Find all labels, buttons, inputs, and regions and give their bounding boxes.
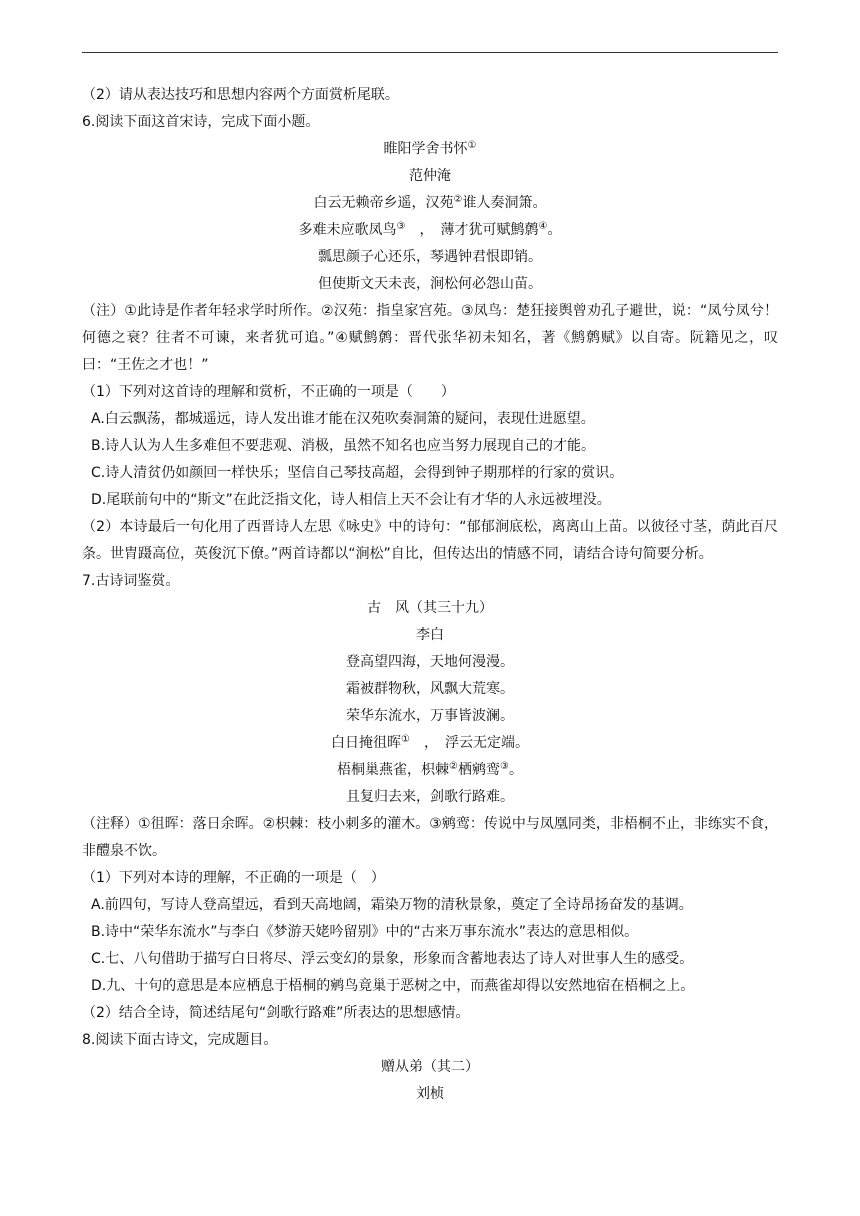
q6-notes: （注）①此诗是作者年轻求学时所作。②汉苑：指皇家宫苑。③凤鸟：楚狂接舆曾劝孔子避世，说：“凤兮凤兮！何德之衰？往者不可谏，来者犹可追。”④赋鹪鹩：晋代张华初未知名，著《鹪鹩赋》以自寄。阮籍见之，叹曰：“王佐之才也！” [82,303,778,373]
q5-sub2: （2）请从表达技巧和思想内容两个方面赏析尾联。 [82,87,399,103]
header-rule [82,52,778,53]
q7-poem-author: 李白 [416,627,444,643]
q6-poem-line-2: 多难未应歌凤鸟③ ， 薄才犹可赋鹪鹩④。 [298,221,562,238]
q6-option-d: D.尾联前句中的“斯文”在此泛指文化，诗人相信上天不会让有才华的人永远被埋没。 [91,492,611,508]
q8-poem-author: 刘桢 [416,1086,444,1102]
q6-poem-title: 睢阳学舍书怀① [383,140,477,157]
q7-poem-title: 古 风（其三十九） [367,600,493,616]
q7-sub2-question: （2）结合全诗，简述结尾句“剑歌行路难”所表达的思想感情。 [82,1005,470,1021]
q7-poem-line-1: 登高望四海，天地何漫漫。 [346,654,514,670]
q7-poem-line-4: 白日掩徂晖① ， 浮云无定端。 [331,734,529,751]
q6-option-b: B.诗人认为人生多难但不要悲观、消极，虽然不知名也应当努力展现自己的才能。 [91,438,596,454]
q7-option-d: D.九、十句的意思是本应栖息于梧桐的鹓鸟竟巢于恶树之中，而燕雀却得以安然地宿在梧桐之上。 [91,978,695,994]
q6-poem-author: 范仲淹 [409,168,451,184]
q6-poem-line-3: 瓢思颜子心还乐，琴遇钟君恨即销。 [318,249,542,265]
q7-sub1-question: （1）下列对本诗的理解，不正确的一项是（ ） [82,870,385,886]
q8-poem-title: 赠从弟（其二） [381,1059,479,1075]
q6-sub2-question: （2）本诗最后一句化用了西晋诗人左思《咏史》中的诗句：“郁郁涧底松，离离山上苗。以彼径寸茎，荫此百尺条。世胄蹑高位，英俊沉下僚。”两首诗都以“涧松”自比，但传达出的情感不同，请结合诗句简要分析。 [82,519,778,562]
q7-poem-line-5: 梧桐巢燕雀，枳棘②栖鹓鸾③。 [337,761,523,778]
q7-option-b: B.诗中“荣华东流水”与李白《梦游天姥吟留别》中的“古来万事东流水”表达的意思相似。 [91,924,639,940]
q7-notes: （注释）①徂晖：落日余晖。②枳棘：枝小刺多的灌木。③鹓鸾：传说中与凤凰同类，非梧桐不止，非练实不食，非醴泉不饮。 [82,816,778,859]
q7-option-a: A.前四句，写诗人登高望远，看到天高地阔，霜染万物的清秋景象，奠定了全诗昂扬奋发的基调。 [91,897,693,913]
q7-poem-line-6: 且复归去来，剑歌行路难。 [346,789,514,805]
q6-option-c: C.诗人清贫仍如颜回一样快乐；坚信自己琴技高超，会得到钟子期那样的行家的赏识。 [91,465,624,481]
q6-poem-line-4: 但使斯文天未丧，涧松何必怨山苗。 [318,276,542,292]
q7-option-c: C.七、八句借助于描写白日将尽、浮云变幻的景象，形象而含蓄地表达了诗人对世事人生的感受。 [91,951,694,967]
q7-intro: 7.古诗词鉴赏。 [82,573,180,589]
q6-poem-line-1: 白云无赖帝乡遥，汉苑②谁人奏洞箫。 [313,194,547,211]
document-content [82,82,778,1108]
q6-option-a: A.白云飘荡，都城遥远，诗人发出谁才能在汉苑吹奏洞箫的疑问，表现仕进愿望。 [91,411,595,427]
q7-poem-line-3: 荣华东流水，万事皆波澜。 [346,708,514,724]
q6-intro: 6.阅读下面这首宋诗，完成下面小题。 [82,114,320,130]
q7-poem-line-2: 霜被群物秋，风飘大荒寒。 [346,681,514,697]
q6-sub1-question: （1）下列对这首诗的理解和赏析，不正确的一项是（ ） [82,384,455,400]
q8-intro: 8.阅读下面古诗文，完成题目。 [82,1032,278,1048]
